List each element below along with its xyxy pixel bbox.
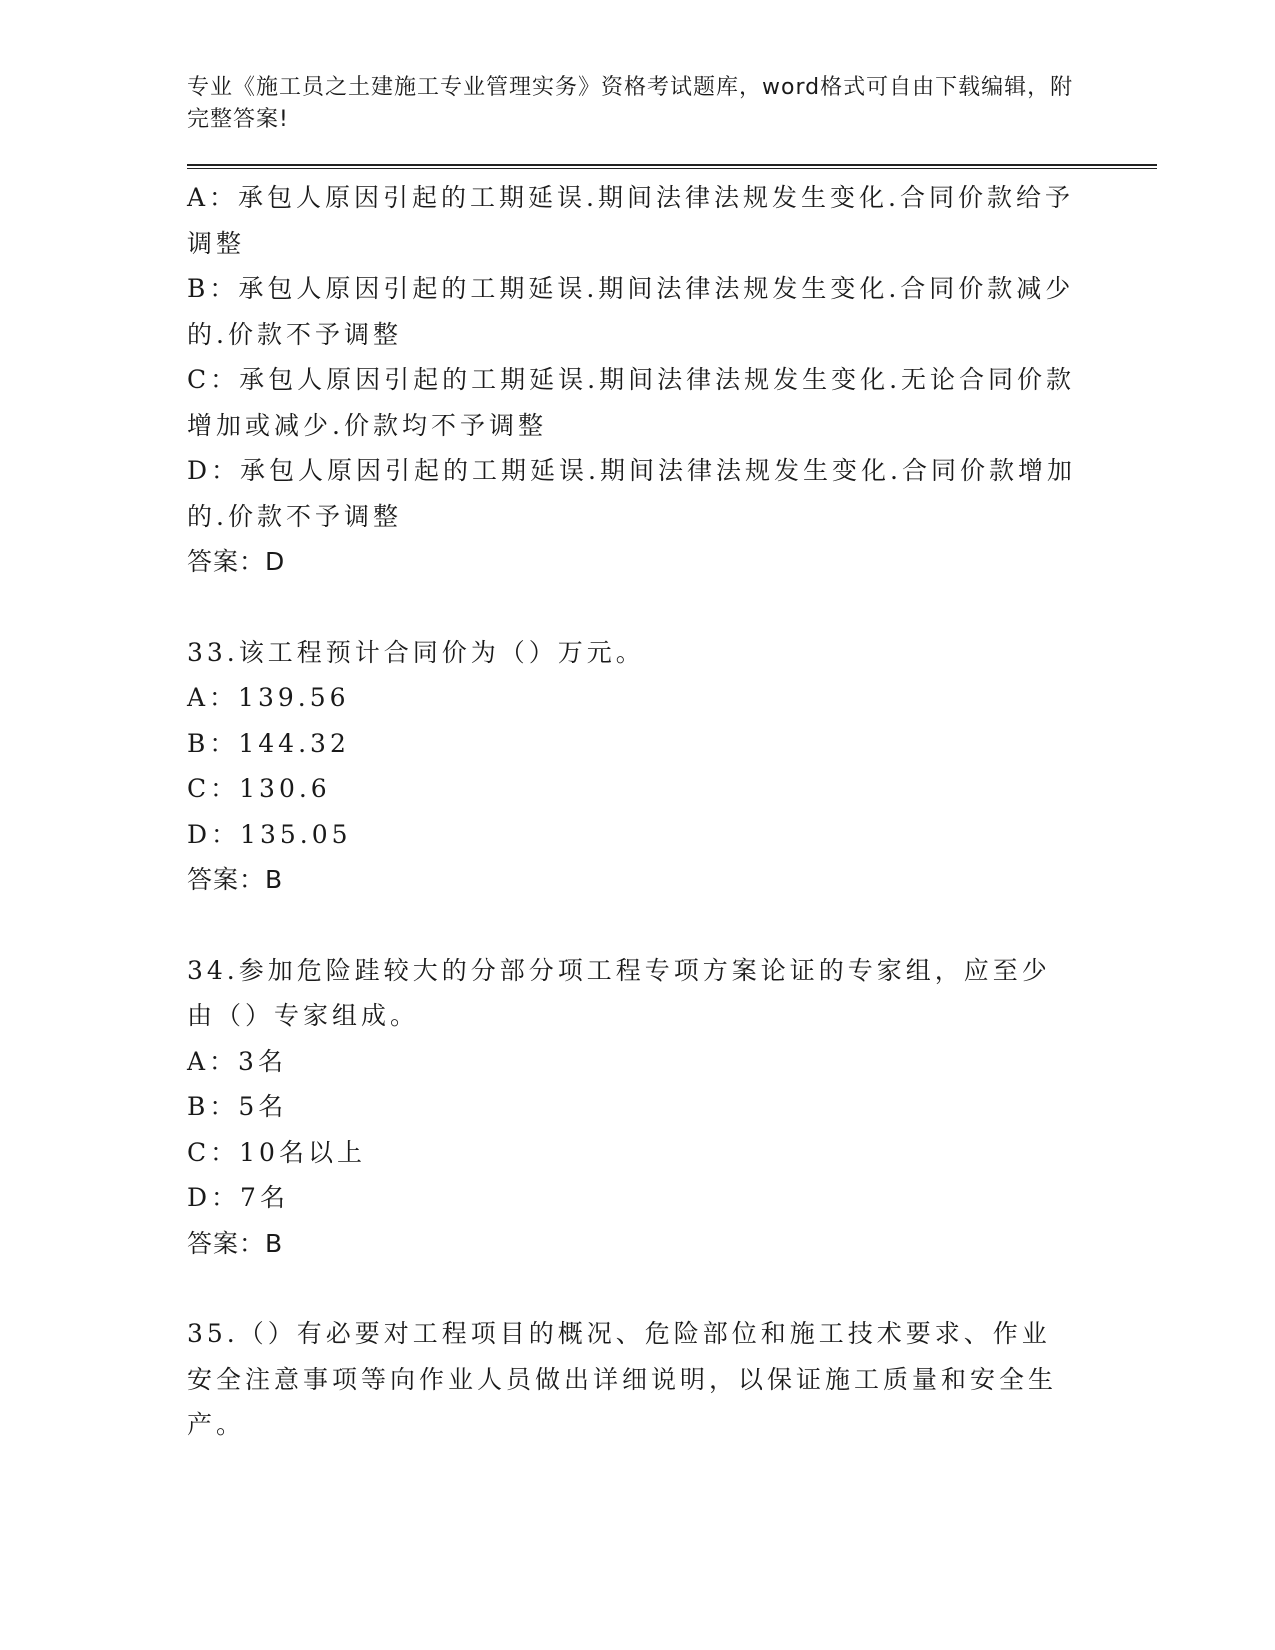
q33-answer: 答案：B	[187, 865, 284, 894]
header-divider	[187, 164, 1157, 169]
option-c: C：承包人原因引起的工期延误.期间法律法规发生变化.无论合同价款增加或减少.价款均不予调整	[187, 365, 1076, 440]
spacer	[187, 903, 1077, 948]
q33-option-d: D：135.05	[187, 819, 352, 849]
q33-option-a: A：139.56	[187, 683, 350, 712]
spacer	[187, 1266, 1077, 1311]
q34-answer: 答案：B	[187, 1228, 284, 1258]
q34-option-b: B：5名	[187, 1092, 288, 1121]
spacer	[187, 585, 1077, 630]
q34-option-c: C：10名以上	[187, 1137, 366, 1167]
question-34: 34.参加危险跬较大的分部分项工程专项方案论证的专家组，应至少由（）专家组成。	[187, 955, 1051, 1030]
option-b: B：承包人原因引起的工期延误.期间法律法规发生变化.合同价款减少的.价款不予调整	[187, 274, 1075, 349]
question-content	[187, 175, 1077, 1448]
question-35: 35.（）有必要对工程项目的概况、危险部位和施工技术要求、作业安全注意事项等向作业人员做出详细说明，以保证施工质量和安全生产。	[187, 1319, 1058, 1439]
question-33: 33.该工程预计合同价为（）万元。	[187, 637, 645, 667]
q33-option-b: B：144.32	[187, 728, 350, 758]
q33-option-c: C：130.6	[187, 774, 331, 803]
q34-option-d: D：7名	[187, 1183, 289, 1212]
option-d: D：承包人原因引起的工期延误.期间法律法规发生变化.合同价款增加的.价款不予调整	[187, 456, 1076, 531]
document-page	[187, 72, 1157, 1448]
answer-label: 答案：D	[187, 547, 286, 576]
option-a: A：承包人原因引起的工期延误.期间法律法规发生变化.合同价款给予调整	[187, 183, 1074, 258]
q34-option-a: A：3名	[187, 1046, 287, 1076]
document-header: 专业《施工员之土建施工专业管理实务》资格考试题库，word格式可自由下载编辑，附完整答案!	[187, 75, 1074, 132]
